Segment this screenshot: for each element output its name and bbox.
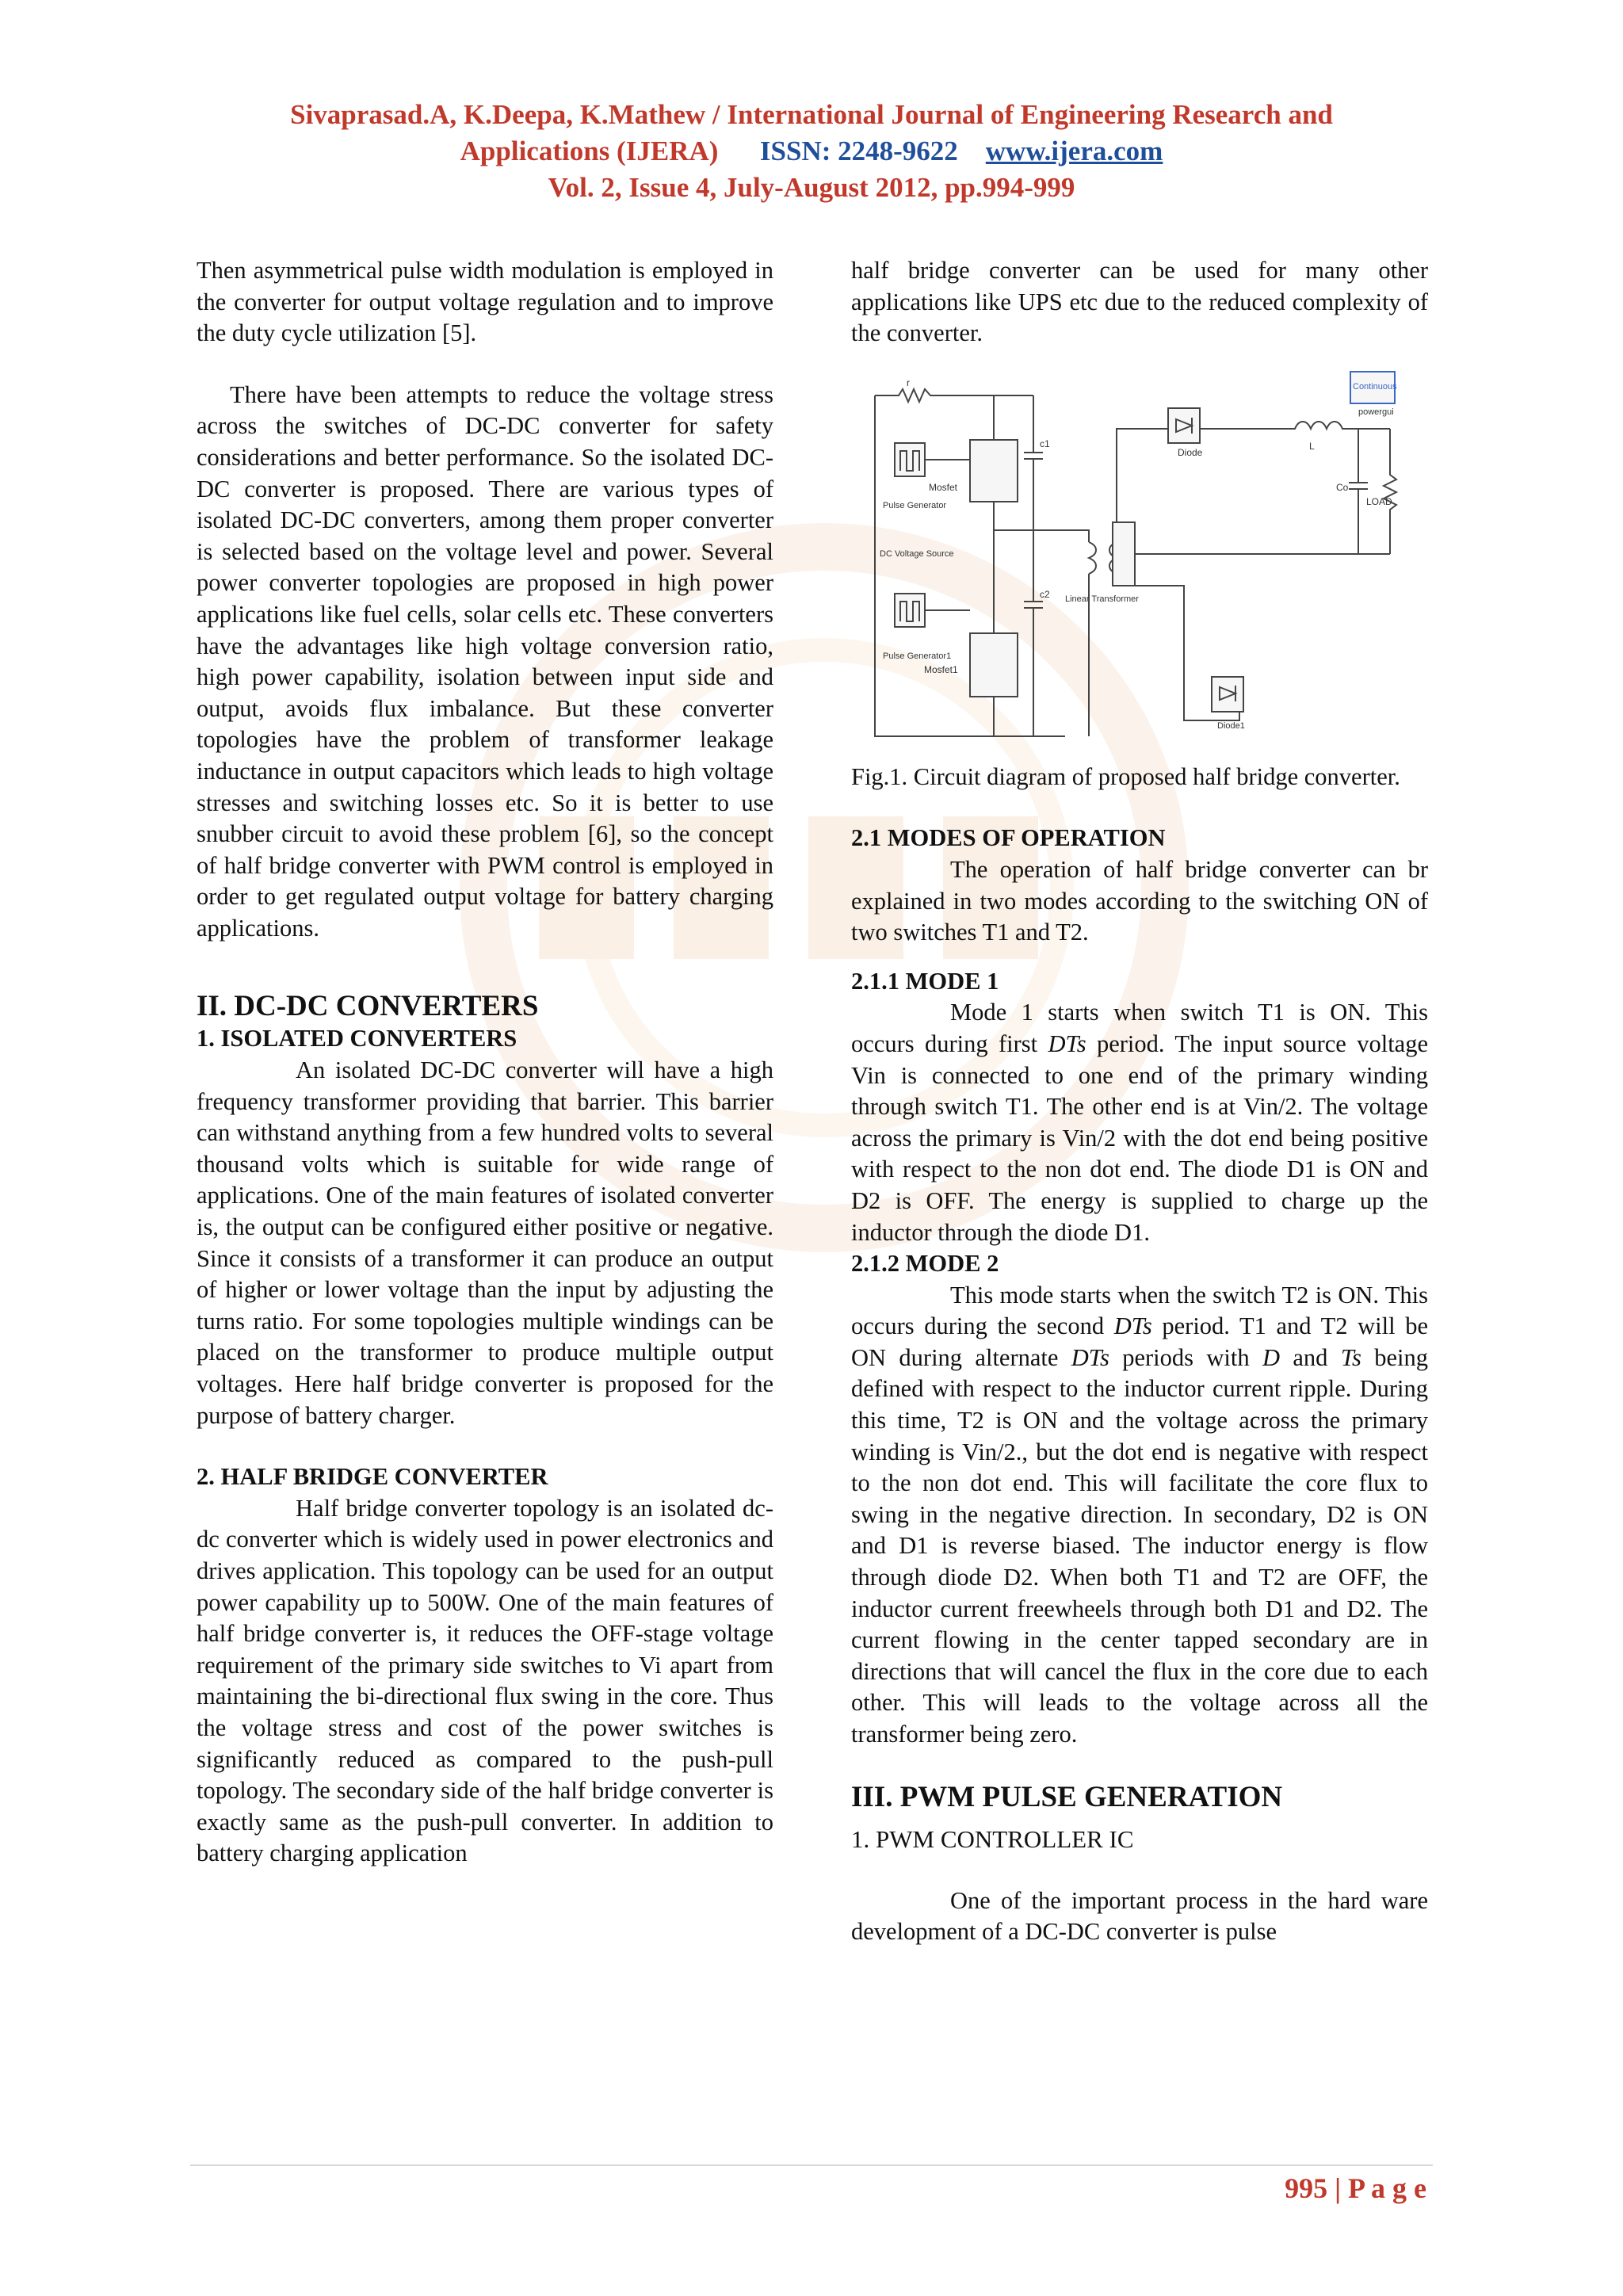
header-website-link[interactable]: www.ijera.com [985, 136, 1163, 166]
circuit-diagram [851, 364, 1428, 744]
label-dc-voltage-source: DC Voltage Source [880, 548, 954, 559]
label-inductor: L [1309, 440, 1315, 452]
paragraph: half bridge converter can be used for many other applications like UPS etc due to the reduced complexity of the converter. [851, 257, 1428, 347]
section-heading: III. PWM PULSE GENERATION [851, 1780, 1283, 1813]
figure-caption: Fig.1. Circuit diagram of proposed half bridge converter. [851, 762, 1400, 790]
subsection-heading-plain: 1. PWM CONTROLLER IC [851, 1824, 1134, 1853]
header-volume: Vol. 2, Issue 4, July-August 2012, pp.994-999 [548, 172, 1075, 203]
label-c2: c2 [1040, 588, 1050, 600]
paragraph: One of the important process in the hard ware development of a DC-DC converter is pulse [851, 1886, 1428, 1946]
label-diode: Diode [1178, 446, 1203, 458]
label-r: r [907, 376, 910, 388]
label-pulse-generator: Pulse Generator [883, 500, 947, 510]
subsection-heading: 1. ISOLATED CONVERTERS [197, 1025, 517, 1052]
paragraph: Mode 1 starts when switch T1 is ON. This occurs during first DTs period. The input source voltage Vin is connected to one end of the primary winding through switch T1. The other end is at Vin/2. The voltage across the primary is Vin/2 with the dot end being positive with respect to the non dot end. The diode D1 is ON and D2 is OFF. The energy is supplied to charge up the inductor through the diode D1. [851, 999, 1428, 1246]
subsection-heading: 2.1 MODES OF OPERATION [851, 824, 1166, 852]
right-column [851, 255, 1428, 1948]
label-c1: c1 [1040, 437, 1050, 449]
paragraph: There have been attempts to reduce the voltage stress across the switches of DC-DC converter for safety considerations and better performance. So the isolated DC-DC converter is proposed. There are various types of isolated DC-DC converters, among them proper converter is selected based on the voltage level and power. Several power converter topologies are proposed in high power applications like fuel cells, solar cells etc. These converters have the advantages like high voltage conversion ratio, high power capability, isolation between input side and output, avoids flux imbalance. But these converter topologies have the problem of transformer leakage inductance in output capacitors which leads to high voltage stresses and switching losses etc. So it is better to use snubber circuit to avoid these problem [6], so the concept of half bridge converter with PWM control is employed in order to get regulated output voltage for battery charging applications. [197, 380, 773, 942]
header-authors: Sivaprasad.A, K.Deepa, K.Mathew / International Journal of Engineering Research and [290, 99, 1333, 130]
header-issn: ISSN: 2248-9622 [759, 136, 958, 166]
label-mosfet: Mosfet [929, 481, 958, 493]
subsection-heading: 2.1.1 MODE 1 [851, 967, 999, 995]
paragraph: Half bridge converter topology is an isolated dc-dc converter which is widely used in power electronics and drives application. This topology can be used for an output power capability up to 500W. One of the main features of half bridge converter is, it reduces the OFF-stage voltage requirement of the primary side switches to Vi apart from maintaining the bi-directional flux swing in the core. Thus the voltage stress and cost of the power switches is significantly reduced as compared to the push-pull topology. The secondary side of the half bridge converter is exactly same as the push-pull converter. In addition to battery charging application [197, 1494, 773, 1867]
subsection-heading: 2.1.2 MODE 2 [851, 1250, 999, 1278]
paragraph: This mode starts when the switch T2 is ON. This occurs during the second DTs period. T1 and T2 will be ON during alternate DTs periods with D and Ts being defined with respect to the inductor current ripple. During this time, T2 is ON and the voltage across the primary winding is Vin/2., but the dot end is negative with respect to the non dot end. This will facilitate the core flux to swing in the negative direction. In secondary, D2 is ON and D1 is reverse biased. The inductor energy is flow through diode D2. When both T1 and T2 are OFF, the inductor current freewheels through both D1 and D2. The current flowing in the center tapped secondary are in directions that will cancel the flux in the core due to each other. This will leads to the voltage across all the transformer being zero. [851, 1281, 1428, 1748]
section-heading: II. DC-DC CONVERTERS [197, 990, 539, 1023]
subsection-heading: 2. HALF BRIDGE CONVERTER [197, 1463, 548, 1491]
circuit-diagram-figure [851, 364, 1428, 744]
label-powergui: powergui [1358, 407, 1394, 417]
paragraph: The operation of half bridge converter can br explained in two modes according to the switching ON of two switches T1 and T2. [851, 855, 1428, 946]
label-linear-transformer: Linear Transformer [1065, 594, 1139, 604]
paragraph: An isolated DC-DC converter will have a high frequency transformer providing that barrier. This barrier can withstand anything from a few hundred volts to several thousand volts which is suitable for wide range of applications. One of the main features of isolated converter is, the output can be configured either positive or negative. Since it consists of a transformer it can produce an output of higher or lower voltage than the input by adjusting the turns ratio. For some topologies multiple windings can be placed on the transformer to produce multiple output voltages. Here half bridge converter is proposed for the purpose of battery charger. [197, 1056, 773, 1429]
label-diode1: Diode1 [1217, 720, 1245, 731]
page-number: 995 | P a g e [1285, 2172, 1426, 2204]
header-journal-abbrev: Applications (IJERA) [460, 136, 719, 166]
footer-divider [190, 2164, 1433, 2166]
label-load: LOAD [1366, 495, 1392, 507]
label-pulse-generator1: Pulse Generator1 [883, 651, 952, 661]
paragraph: Then asymmetrical pulse width modulation is employed in the converter for output voltage regulation and to improve the duty cycle utilization [5]. [197, 257, 773, 347]
running-header [143, 97, 1480, 206]
label-continuous: Continuous [1353, 381, 1397, 392]
label-co: Co [1336, 481, 1349, 493]
label-mosfet1: Mosfet1 [924, 663, 958, 675]
left-column [197, 255, 773, 1870]
